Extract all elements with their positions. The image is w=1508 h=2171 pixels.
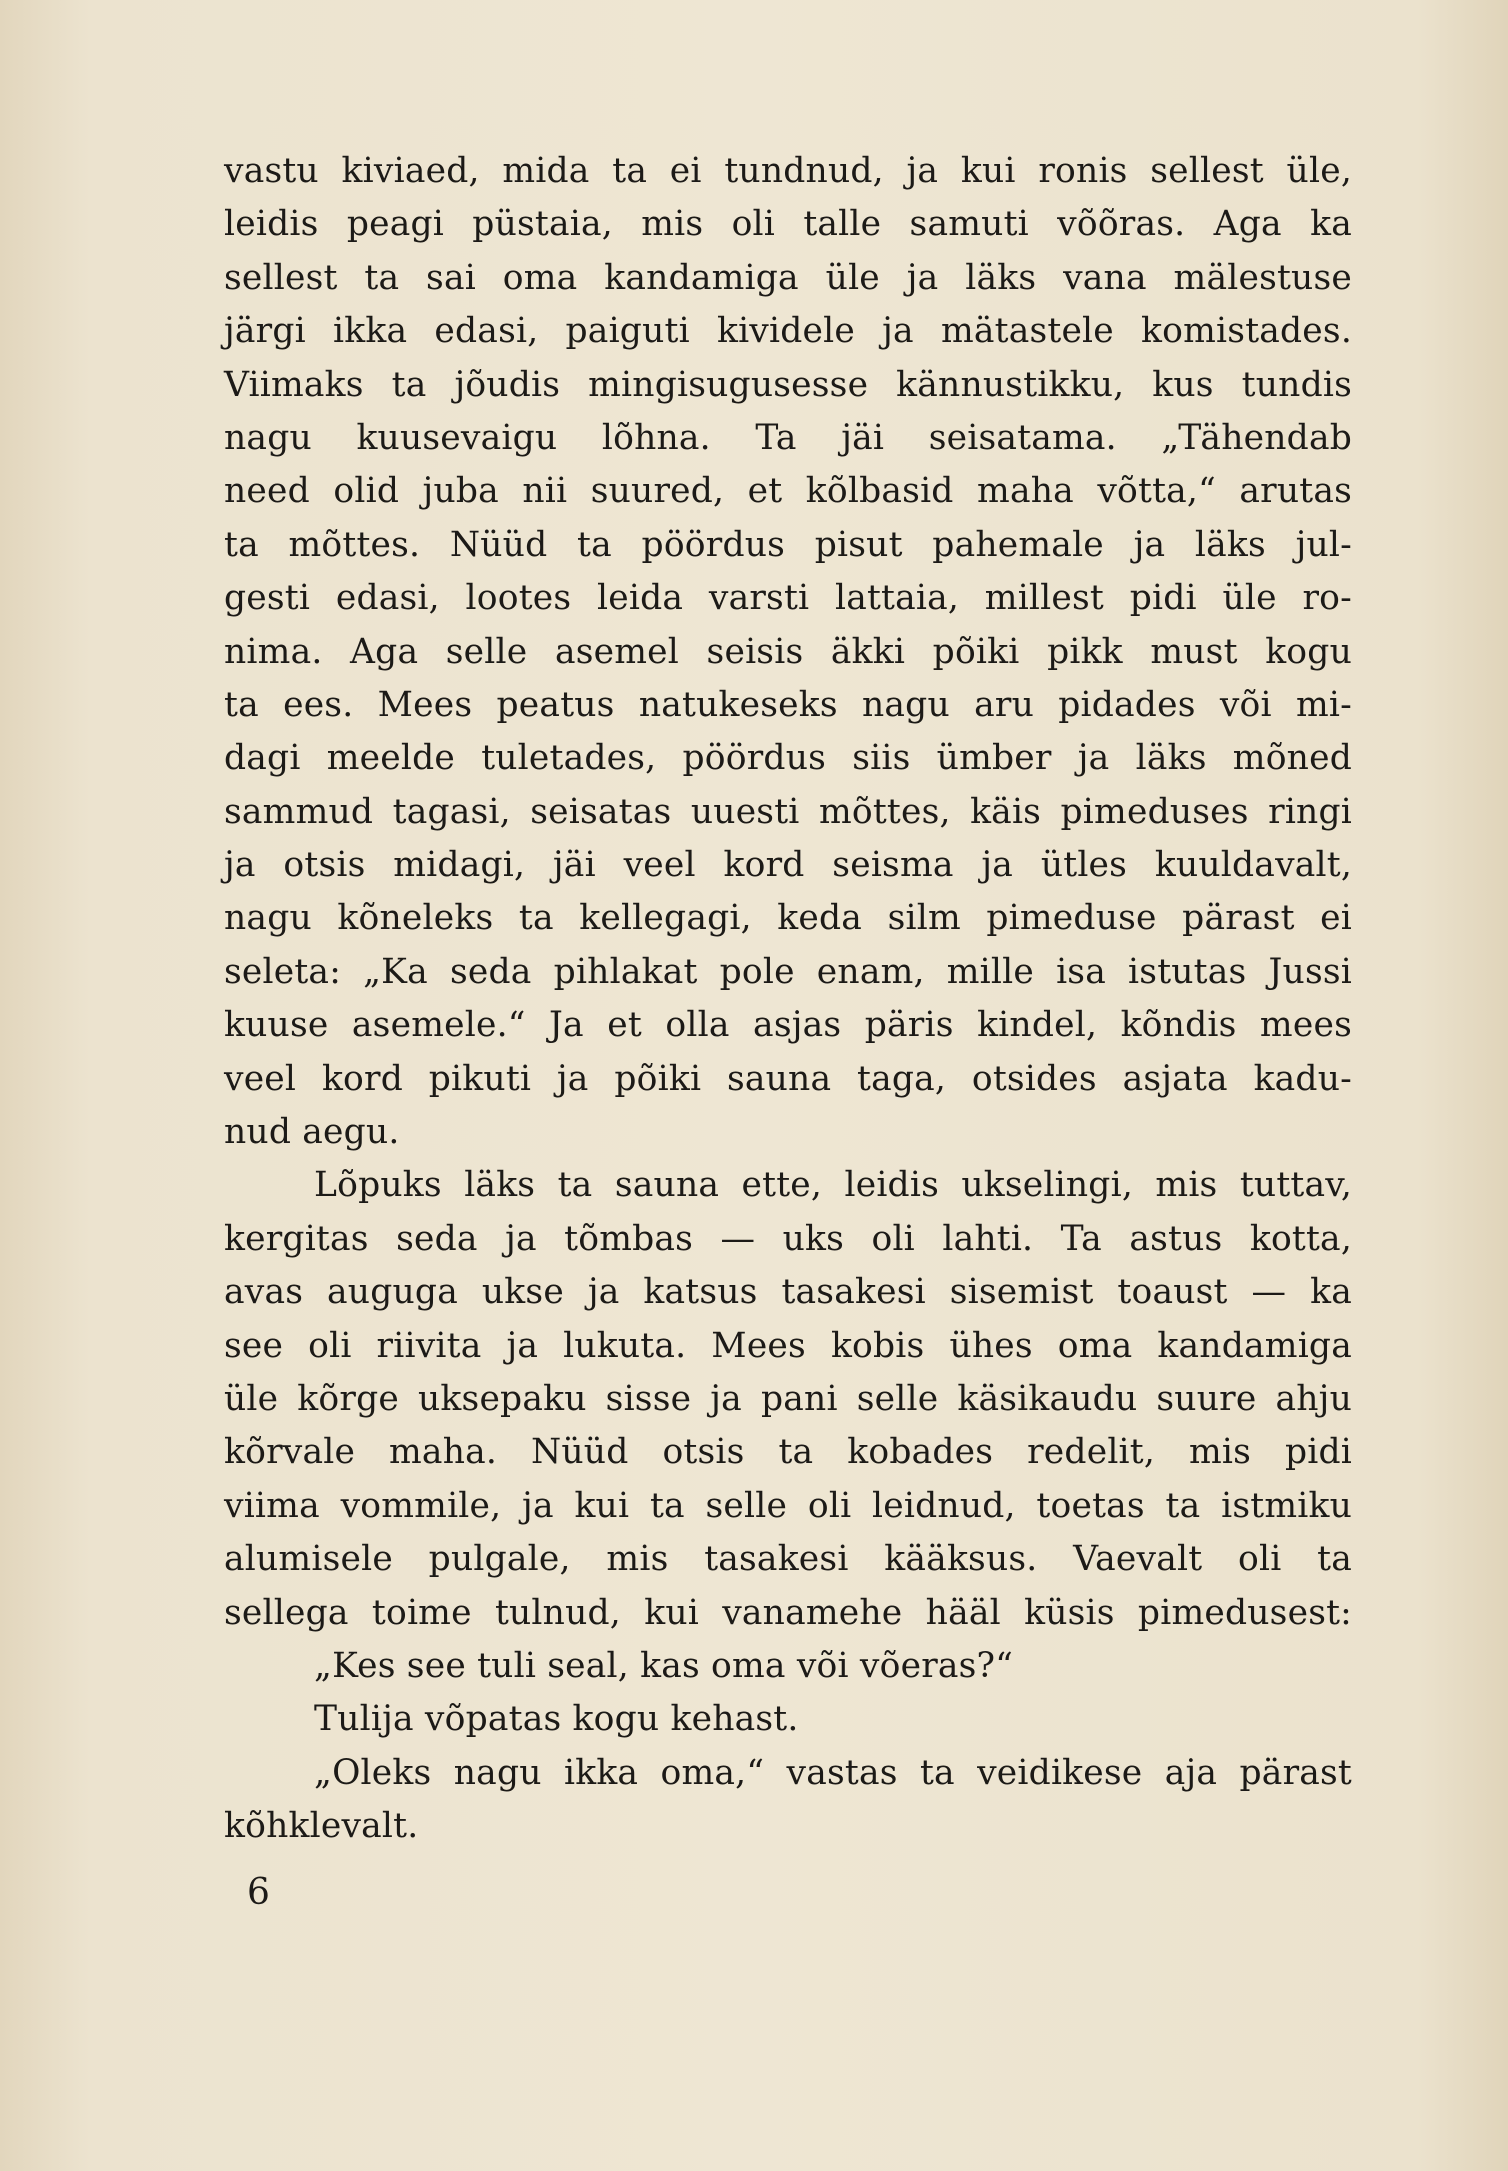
text-line: sellest ta sai oma kandamiga üle ja läks vana mälestuse xyxy=(224,257,1352,298)
page-number: 6 xyxy=(247,1872,270,1913)
text-line: kõhklevalt. xyxy=(224,1806,419,1847)
text-line: need olid juba nii suured, et kõlbasid maha võtta,“ arutas xyxy=(224,471,1352,512)
text-line: ta ees. Mees peatus natukeseks nagu aru pidades või mi- xyxy=(224,684,1352,725)
text-line: Lõpuks läks ta sauna ette, leidis ukselingi, mis tuttav, xyxy=(314,1165,1352,1206)
text-line: viima vommile, ja kui ta selle oli leidnud, toetas ta istmiku xyxy=(224,1485,1352,1526)
text-line: vastu kiviaed, mida ta ei tundnud, ja kui ronis sellest üle, xyxy=(224,151,1352,191)
text-line: ja otsis midagi, jäi veel kord seisma ja ütles kuuldavalt, xyxy=(224,845,1352,886)
text-line: nagu kõneleks ta kellegagi, keda silm pimeduse pärast ei xyxy=(224,898,1352,939)
text-line: seleta: „Ka seda pihlakat pole enam, mille isa istutas Jussi xyxy=(224,951,1352,992)
text-line: kõrvale maha. Nüüd otsis ta kobades redelit, mis pidi xyxy=(224,1432,1352,1473)
text-line: alumisele pulgale, mis tasakesi kääksus. Vaevalt oli ta xyxy=(224,1539,1352,1580)
text-line: Viimaks ta jõudis mingisugusesse kännustikku, kus tundis xyxy=(224,364,1352,405)
text-line: see oli riivita ja lukuta. Mees kobis ühes oma kandamiga xyxy=(224,1325,1352,1366)
text-line: kuuse asemele.“ Ja et olla asjas päris kindel, kõndis mees xyxy=(224,1005,1352,1046)
text-line: gesti edasi, lootes leida varsti lattaia, millest pidi üle ro- xyxy=(224,578,1352,619)
text-line: veel kord pikuti ja põiki sauna taga, otsides asjata kadu- xyxy=(224,1058,1352,1099)
text-line: „Kes see tuli seal, kas oma või võeras?“ xyxy=(314,1645,1014,1686)
text-line: sammud tagasi, seisatas uuesti mõttes, käis pimeduses ringi xyxy=(224,791,1352,832)
text-line: nud aegu. xyxy=(224,1112,400,1153)
text-line: nima. Aga selle asemel seisis äkki põiki pikk must kogu xyxy=(224,631,1352,672)
text-line: sellega toime tulnud, kui vanamehe hääl küsis pimedusest: xyxy=(224,1592,1352,1633)
text-line: üle kõrge uksepaku sisse ja pani selle käsikaudu suure ahju xyxy=(224,1378,1352,1419)
text-line: kergitas seda ja tõmbas — uks oli lahti. Ta astus kotta, xyxy=(224,1218,1352,1259)
text-line: Tulija võpatas kogu kehast. xyxy=(314,1699,799,1740)
text-line: nagu kuusevaigu lõhna. Ta jäi seisatama. „Tähendab xyxy=(224,417,1352,458)
text-line: avas auguga ukse ja katsus tasakesi sisemist toaust — ka xyxy=(224,1272,1352,1313)
text-line: ta mõttes. Nüüd ta pöördus pisut pahemale ja läks jul- xyxy=(224,524,1352,565)
text-line: leidis peagi püstaia, mis oli talle samuti võõras. Aga ka xyxy=(224,204,1352,245)
text-line: järgi ikka edasi, paiguti kividele ja mätastele komistades. xyxy=(224,311,1352,352)
text-line: „Oleks nagu ikka oma,“ vastas ta veidikese aja pärast xyxy=(314,1752,1352,1793)
page-text xyxy=(224,145,1352,1854)
text-line: dagi meelde tuletades, pöördus siis ümber ja läks mõned xyxy=(224,738,1352,779)
